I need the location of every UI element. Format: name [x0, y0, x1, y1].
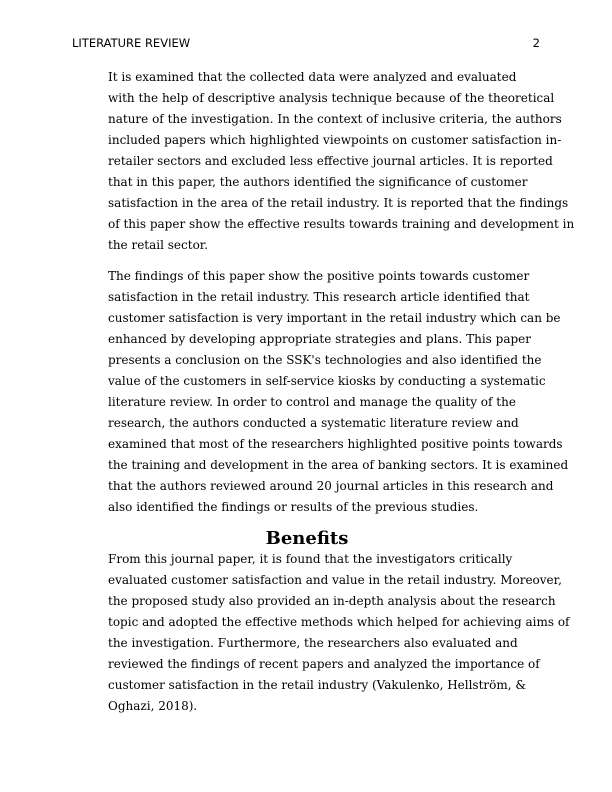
paragraph-findings — [72, 266, 569, 518]
paragraph-benefits — [72, 549, 570, 717]
running-head: LITERATURE REVIEW — [72, 36, 191, 50]
text-line: reviewed the findings of recent papers and analyzed the importance of — [108, 657, 540, 671]
text-line: of this paper show the effective results towards training and development in — [108, 217, 575, 231]
text-line: the retail sector. — [108, 238, 209, 252]
text-line: that the authors reviewed around 20 journal articles in this research and — [108, 479, 554, 493]
paragraph-data-analysis — [72, 67, 575, 256]
text-line: Oghazi, 2018). — [108, 699, 198, 713]
text-line: the proposed study also provided an in-depth analysis about the research — [108, 594, 556, 608]
text-line: The findings of this paper show the positive points towards customer — [108, 269, 530, 283]
text-line: the investigation. Furthermore, the researchers also evaluated and — [108, 636, 518, 650]
text-line: retailer sectors and excluded less effective journal articles. It is reported — [108, 154, 553, 168]
text-line: the training and development in the area of banking sectors. It is examined — [108, 458, 569, 472]
text-line: satisfaction in the area of the retail industry. It is reported that the findings — [108, 196, 569, 210]
document-body — [72, 67, 575, 717]
text-line: value of the customers in self-service kiosks by conducting a systematic — [108, 374, 546, 388]
text-line: also identified the findings or results of the previous studies. — [108, 500, 479, 514]
text-line: From this journal paper, it is found that the investigators critically — [108, 552, 513, 566]
page-number: 2 — [532, 36, 540, 50]
text-line: with the help of descriptive analysis technique because of the theoretical — [108, 91, 555, 105]
text-line: enhanced by developing appropriate strategies and plans. This paper — [108, 332, 531, 346]
text-line: that in this paper, the authors identified the significance of customer — [108, 175, 528, 189]
text-line: nature of the investigation. In the context of inclusive criteria, the authors — [108, 112, 562, 126]
section-heading: Benefits — [265, 528, 349, 549]
text-line: included papers which highlighted viewpoints on customer satisfaction in- — [108, 133, 562, 147]
text-line: It is examined that the collected data were analyzed and evaluated — [108, 70, 517, 84]
text-line: presents a conclusion on the SSK's technologies and also identified the — [108, 353, 542, 367]
text-line: satisfaction in the retail industry. This research article identified that — [108, 290, 530, 304]
text-line: evaluated customer satisfaction and value in the retail industry. Moreover, — [108, 573, 562, 587]
text-line: topic and adopted the effective methods which helped for achieving aims of — [108, 615, 570, 629]
text-line: customer satisfaction in the retail industry (Vakulenko, Hellström, & — [108, 678, 527, 692]
text-line: customer satisfaction is very important in the retail industry which can be — [108, 311, 561, 325]
text-line: literature review. In order to control and manage the quality of the — [108, 395, 516, 409]
text-line: examined that most of the researchers highlighted positive points towards — [108, 437, 563, 451]
text-line: research, the authors conducted a systematic literature review and — [108, 416, 519, 430]
page-header — [72, 35, 540, 51]
